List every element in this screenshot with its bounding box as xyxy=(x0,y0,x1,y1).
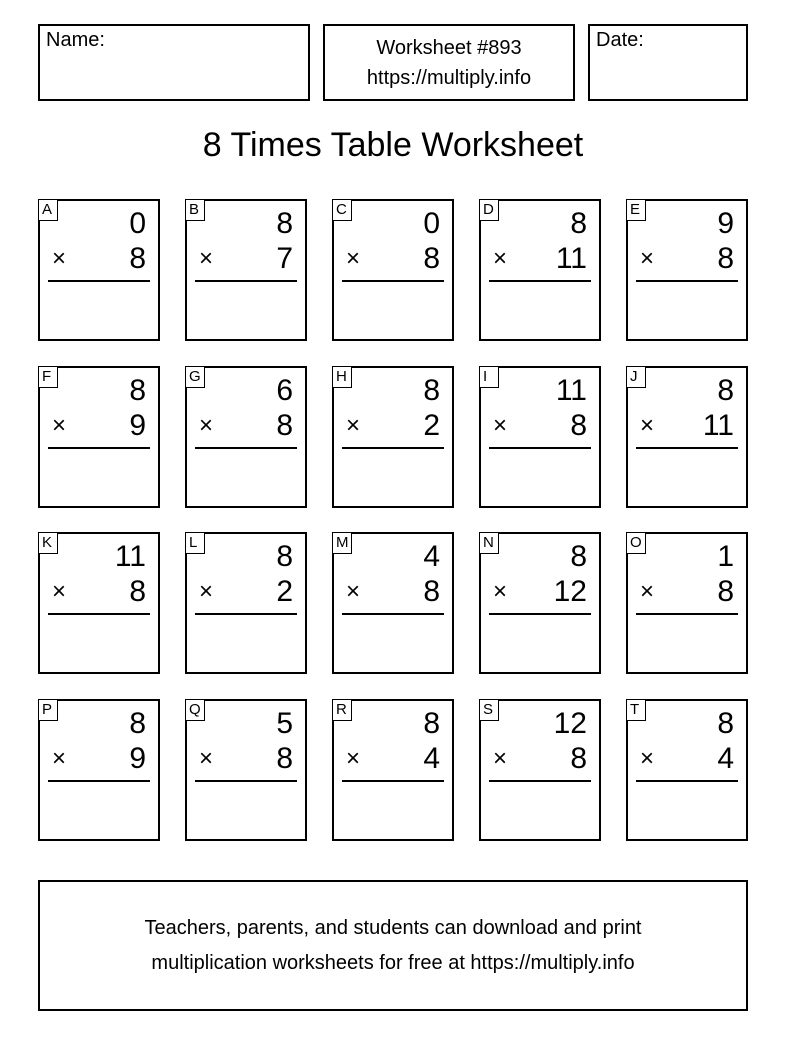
multiplicand: 8 xyxy=(717,707,734,740)
multiplier: 4 xyxy=(717,742,734,775)
multiplier: 8 xyxy=(276,742,293,775)
problem-letter: J xyxy=(626,366,646,388)
problem-cell[interactable] xyxy=(479,532,601,674)
multiplier: 8 xyxy=(423,575,440,608)
problem-cell[interactable] xyxy=(332,532,454,674)
problem-cell[interactable] xyxy=(38,199,160,341)
problem-letter: E xyxy=(626,199,646,221)
multiplicand: 11 xyxy=(555,374,587,407)
problem-letter: I xyxy=(479,366,499,388)
answer-line xyxy=(342,280,444,282)
answer-line xyxy=(636,780,738,782)
problem-letter: C xyxy=(332,199,352,221)
multiplicand: 8 xyxy=(570,540,587,573)
problem-letter: F xyxy=(38,366,58,388)
problem-cell[interactable] xyxy=(626,532,748,674)
footer-text-line-2: multiplication worksheets for free at https://multiply.info xyxy=(151,952,635,974)
problem-cell[interactable] xyxy=(626,366,748,508)
answer-line xyxy=(636,447,738,449)
problem-cell[interactable] xyxy=(38,532,160,674)
times-sign: × xyxy=(640,412,655,439)
multiplicand: 8 xyxy=(276,540,293,573)
answer-line xyxy=(195,780,297,782)
answer-line xyxy=(48,613,150,615)
problem-letter: H xyxy=(332,366,352,388)
answer-line xyxy=(489,280,591,282)
times-sign: × xyxy=(640,578,655,605)
times-sign: × xyxy=(199,578,214,605)
times-sign: × xyxy=(199,412,214,439)
answer-line xyxy=(489,780,591,782)
problem-cell[interactable] xyxy=(38,699,160,841)
problem-letter: G xyxy=(185,366,205,388)
times-sign: × xyxy=(640,245,655,272)
answer-line xyxy=(195,447,297,449)
times-sign: × xyxy=(640,745,655,772)
multiplicand: 0 xyxy=(423,207,440,240)
answer-line xyxy=(636,613,738,615)
problem-cell[interactable] xyxy=(479,699,601,841)
multiplicand: 9 xyxy=(717,207,734,240)
multiplier: 8 xyxy=(717,242,734,275)
problem-cell[interactable] xyxy=(332,699,454,841)
problem-letter: K xyxy=(38,532,58,554)
answer-line xyxy=(195,613,297,615)
footer-text-line-1: Teachers, parents, and students can download and print xyxy=(144,917,642,939)
problem-letter: N xyxy=(479,532,499,554)
multiplier: 8 xyxy=(717,575,734,608)
multiplier: 11 xyxy=(702,409,734,442)
times-sign: × xyxy=(493,245,508,272)
times-sign: × xyxy=(346,412,361,439)
problem-letter: D xyxy=(479,199,499,221)
multiplier: 8 xyxy=(129,575,146,608)
problem-cell[interactable] xyxy=(626,199,748,341)
answer-line xyxy=(48,447,150,449)
multiplier: 8 xyxy=(570,409,587,442)
times-sign: × xyxy=(52,745,67,772)
multiplicand: 8 xyxy=(423,374,440,407)
date-label: Date: xyxy=(596,29,644,51)
problem-cell[interactable] xyxy=(185,699,307,841)
page-title: 8 Times Table Worksheet xyxy=(202,126,584,164)
problem-letter: R xyxy=(332,699,352,721)
problem-letter: O xyxy=(626,532,646,554)
answer-line xyxy=(195,280,297,282)
answer-line xyxy=(342,613,444,615)
times-sign: × xyxy=(199,245,214,272)
multiplier: 8 xyxy=(276,409,293,442)
problem-cell[interactable] xyxy=(479,199,601,341)
multiplicand: 4 xyxy=(423,540,440,573)
name-label: Name: xyxy=(46,29,105,51)
multiplier: 11 xyxy=(555,242,587,275)
multiplier: 2 xyxy=(423,409,440,442)
multiplier: 8 xyxy=(570,742,587,775)
multiplicand: 8 xyxy=(717,374,734,407)
multiplicand: 1 xyxy=(717,540,734,573)
times-sign: × xyxy=(346,578,361,605)
multiplicand: 8 xyxy=(129,707,146,740)
problem-letter: M xyxy=(332,532,352,554)
multiplier: 4 xyxy=(423,742,440,775)
times-sign: × xyxy=(52,412,67,439)
answer-line xyxy=(342,447,444,449)
times-sign: × xyxy=(493,412,508,439)
times-sign: × xyxy=(493,745,508,772)
problem-cell[interactable] xyxy=(185,532,307,674)
problem-letter: L xyxy=(185,532,205,554)
multiplier: 7 xyxy=(276,242,293,275)
answer-line xyxy=(48,280,150,282)
problem-cell[interactable] xyxy=(185,366,307,508)
times-sign: × xyxy=(493,578,508,605)
answer-line xyxy=(342,780,444,782)
worksheet-url: https://multiply.info xyxy=(366,67,532,89)
multiplicand: 5 xyxy=(276,707,293,740)
times-sign: × xyxy=(199,745,214,772)
multiplier: 8 xyxy=(129,242,146,275)
multiplier: 12 xyxy=(553,575,587,608)
multiplicand: 8 xyxy=(276,207,293,240)
problem-cell[interactable] xyxy=(185,199,307,341)
multiplier: 2 xyxy=(276,575,293,608)
answer-line xyxy=(636,280,738,282)
answer-line xyxy=(48,780,150,782)
answer-line xyxy=(489,447,591,449)
multiplicand: 11 xyxy=(114,540,146,573)
worksheet-number: Worksheet #893 xyxy=(376,37,522,59)
multiplicand: 8 xyxy=(570,207,587,240)
multiplicand: 8 xyxy=(423,707,440,740)
multiplicand: 0 xyxy=(129,207,146,240)
times-sign: × xyxy=(52,245,67,272)
times-sign: × xyxy=(346,245,361,272)
problem-cell[interactable] xyxy=(332,366,454,508)
footer-box xyxy=(38,880,748,1011)
multiplicand: 8 xyxy=(129,374,146,407)
multiplier: 8 xyxy=(423,242,440,275)
multiplier: 9 xyxy=(129,742,146,775)
problem-cell[interactable] xyxy=(626,699,748,841)
answer-line xyxy=(489,613,591,615)
problem-letter: B xyxy=(185,199,205,221)
problem-letter: A xyxy=(38,199,58,221)
multiplicand: 6 xyxy=(276,374,293,407)
problem-cell[interactable] xyxy=(479,366,601,508)
problem-cell[interactable] xyxy=(332,199,454,341)
problem-letter: S xyxy=(479,699,499,721)
problem-letter: T xyxy=(626,699,646,721)
problem-letter: Q xyxy=(185,699,205,721)
multiplier: 9 xyxy=(129,409,146,442)
problem-letter: P xyxy=(38,699,58,721)
problem-cell[interactable] xyxy=(38,366,160,508)
times-sign: × xyxy=(52,578,67,605)
times-sign: × xyxy=(346,745,361,772)
multiplicand: 12 xyxy=(553,707,587,740)
